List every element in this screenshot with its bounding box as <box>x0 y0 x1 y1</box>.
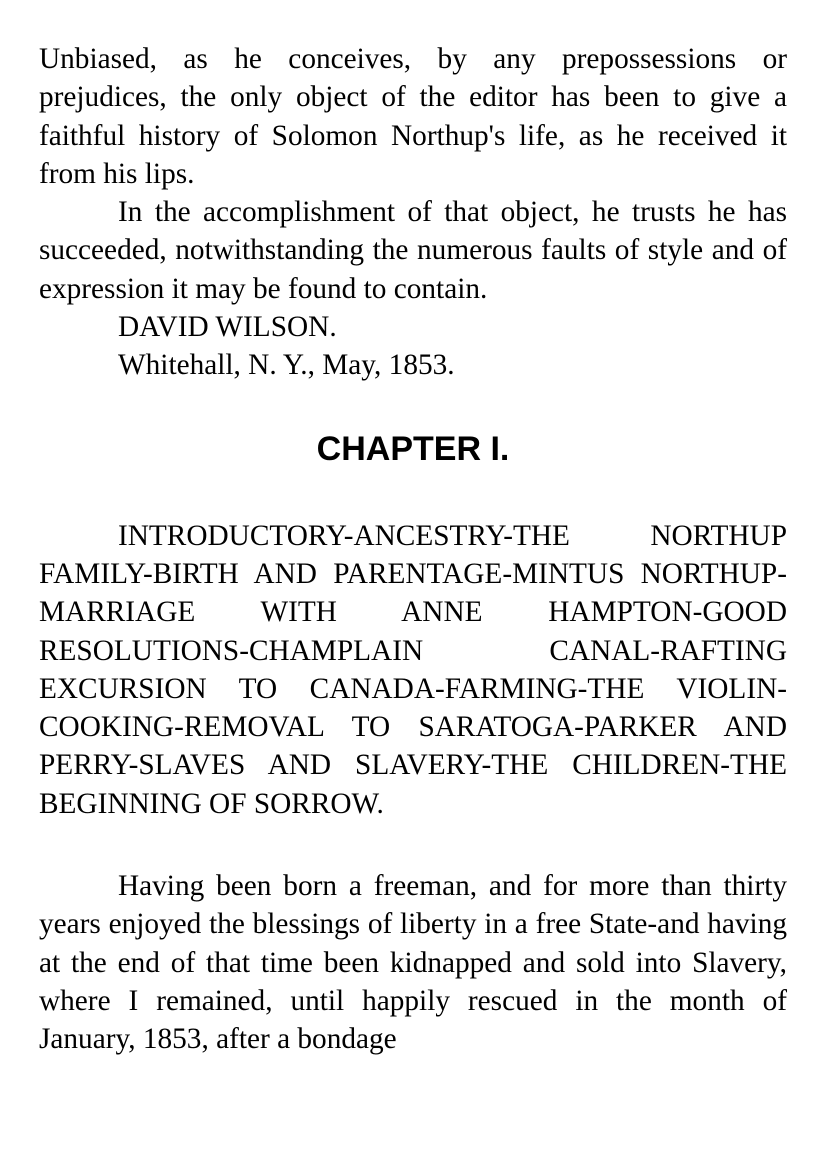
document-page <box>39 40 787 1059</box>
place-and-date: Whitehall, N. Y., May, 1853. <box>118 349 455 382</box>
chapter-synopsis: INTRODUCTORY-ANCESTRY-THE NORTHUP FAMILY-BIRTH AND PARENTAGE-MINTUS NORTHUP-MARRIAGE WITH ANNE HAMPTON-GOOD RESOLUTIONS-CHAMPLAIN CANAL-RAFTING EXCURSION TO CANADA-FARMING-THE VIOLIN-COOKING-REMOVAL TO SARATOGA-PARKER AND PERRY-SLAVES AND SLAVERY-THE CHILDREN-THE BEGINNING OF SORROW. <box>39 519 787 820</box>
preface-paragraph: Unbiased, as he conceives, by any prepossessions or prejudices, the only object of the editor has been to give a faithful history of Solomon Northup's life, as he received it from his lips. <box>39 43 787 190</box>
editor-signature: DAVID WILSON. <box>118 311 337 344</box>
chapter-opening-paragraph: Having been born a freeman, and for more than thirty years enjoyed the blessings of liberty in a free State-and having at the end of that time been kidnapped and sold into Slavery, where I remained, until happily rescued in the month of January, 1853, after a bondage <box>39 870 787 1056</box>
preface-paragraph: In the accomplishment of that object, he trusts he has succeeded, notwithstanding the numerous faults of style and of expression it may be found to contain. <box>39 196 787 305</box>
chapter-title: CHAPTER I. <box>316 429 510 468</box>
